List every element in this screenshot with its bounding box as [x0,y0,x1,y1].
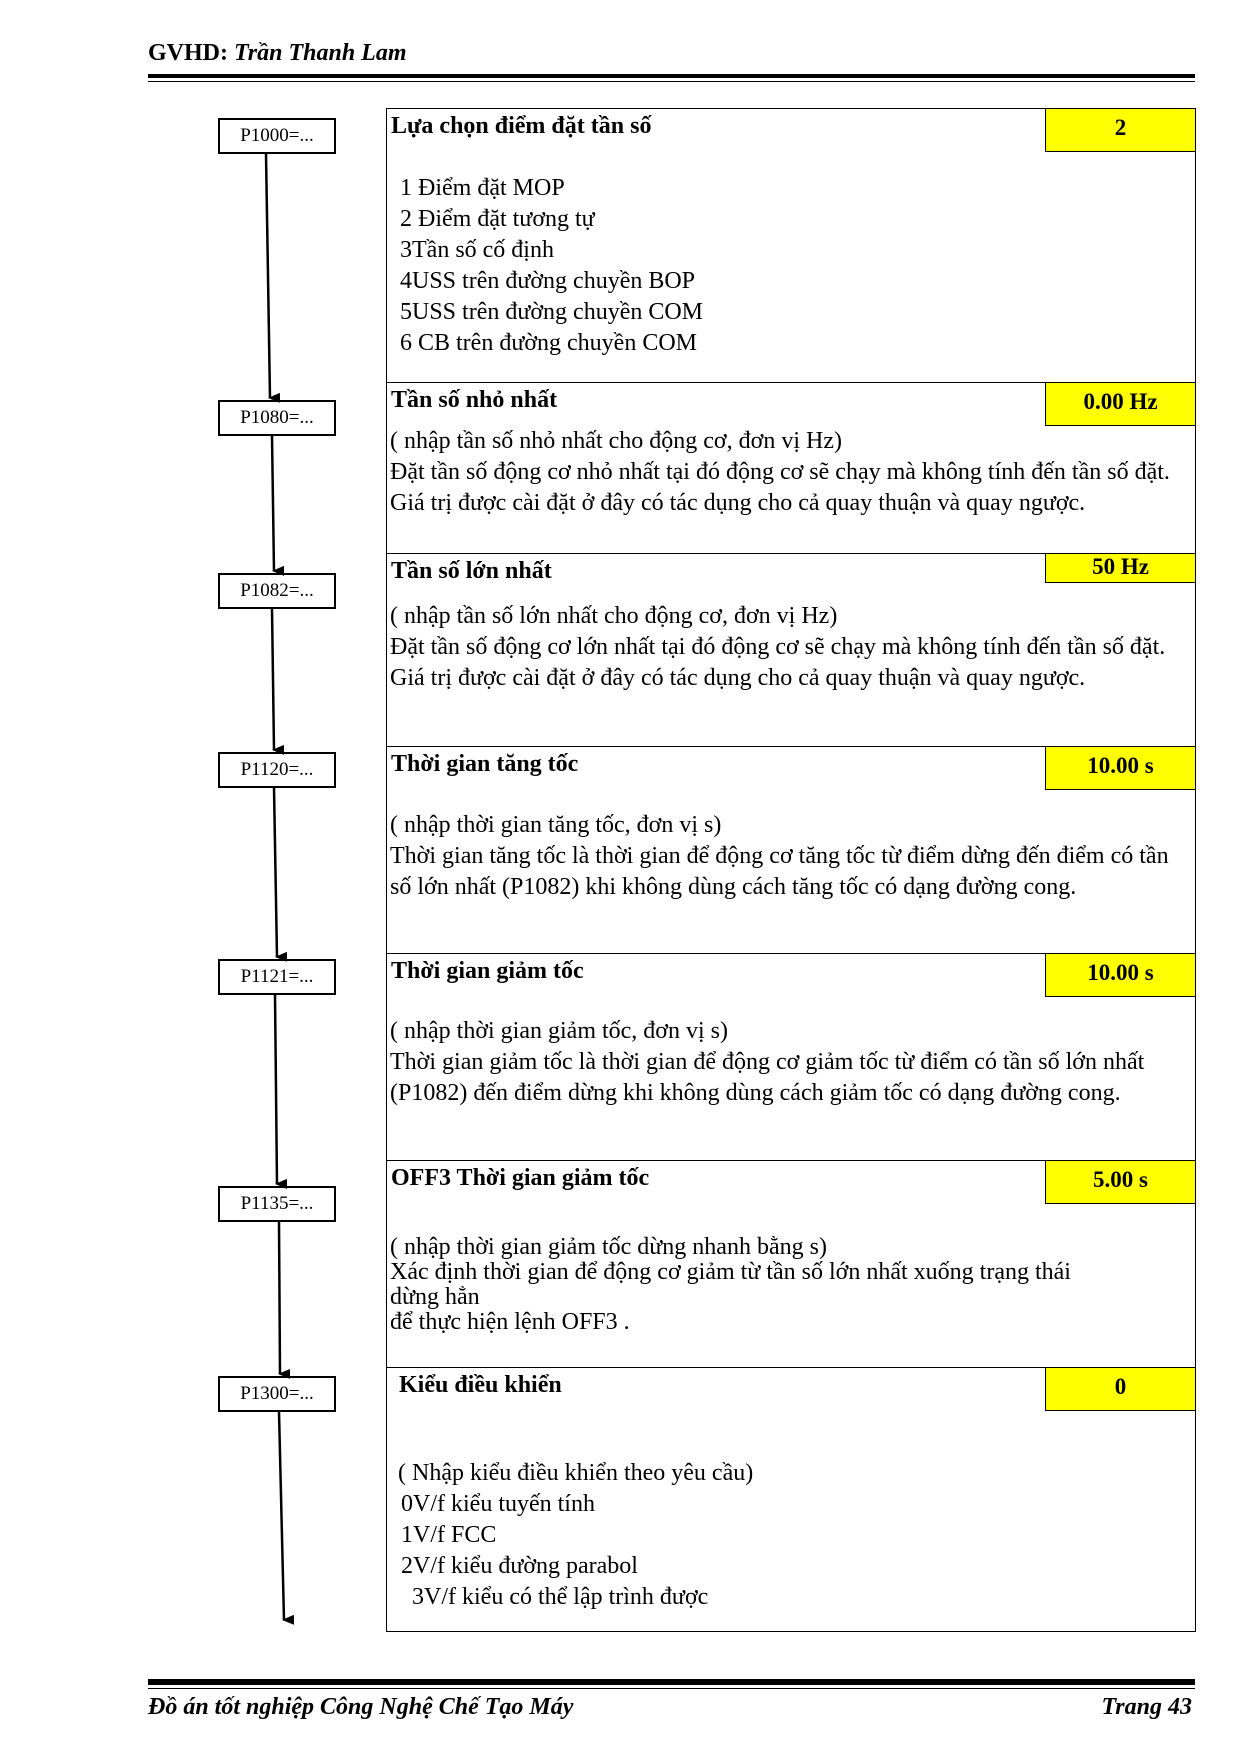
option-line: 0V/f kiểu tuyến tính [401,1491,595,1517]
arrow-p1121-p1135 [275,995,277,1184]
param-value: 2 [1045,109,1195,152]
footer-title: Đồ án tốt nghiệp Công Nghệ Chế Tạo Máy [148,1694,574,1720]
code-box-p1080: P1080=... [218,400,336,436]
param-options [400,173,1189,359]
header-supervisor-name: Trần Thanh Lam [234,40,407,66]
param-box-p1120 [386,746,1196,954]
option-line: 2V/f kiểu đường parabol [401,1553,638,1579]
param-title: Kiểu điều khiển [399,1372,562,1398]
page-number: Trang 43 [1101,1694,1192,1720]
param-description [390,810,1189,903]
param-note: ( nhập tần số nhỏ nhất cho động cơ, đơn vị Hz) [390,428,842,454]
param-title: Thời gian tăng tốc [391,751,579,777]
option-line: 3V/f kiểu có thể lập trình được [412,1584,709,1610]
param-title: Tần số lớn nhất [391,558,552,584]
param-desc-line: dừng hẳn [390,1284,480,1310]
param-value: 0 [1045,1368,1195,1411]
arrow-p1120-p1121 [274,788,277,957]
param-title: Lựa chọn điểm đặt tần số [391,113,652,139]
param-box-p1121 [386,953,1196,1161]
param-description [390,426,1189,519]
arrow-p1135-p1300 [279,1222,280,1374]
param-box-p1300 [386,1367,1196,1632]
param-value: 0.00 Hz [1045,383,1195,426]
param-value: 5.00 s [1045,1161,1195,1204]
option-line: 4USS trên đường chuyền BOP [400,268,696,294]
param-value: 10.00 s [1045,954,1195,997]
option-line: 1V/f FCC [401,1522,497,1548]
arrow-p1000-p1080 [266,154,270,398]
param-options [398,1458,1189,1613]
option-line: 6 CB trên đường chuyền COM [400,330,698,356]
code-box-p1300: P1300=... [218,1376,336,1412]
param-description [390,1235,1189,1335]
param-description [390,1016,1189,1109]
arrow-p1082-p1120 [272,609,274,750]
param-note: ( nhập thời gian giảm tốc, đơn vị s) [390,1018,728,1044]
param-box-p1000 [386,108,1196,383]
param-box-p1135 [386,1160,1196,1368]
option-line: 1 Điểm đặt MOP [400,175,565,201]
param-box-p1082 [386,553,1196,748]
param-desc: Đặt tần số động cơ nhỏ nhất tại đó động cơ sẽ chạy mà không tính đến tần số đặt. Giá trị được cài đặt ở đây có tác dụng cho cả quay thuận và quay ngược. [390,459,1170,516]
param-desc: Đặt tần số động cơ lớn nhất tại đó động cơ sẽ chạy mà không tính đến tần số đặt. Giá trị được cài đặt ở đây có tác dụng cho cả quay thuận và quay ngược. [390,634,1166,691]
footer-rule [148,1679,1195,1685]
code-box-p1120: P1120=... [218,752,336,788]
code-box-p1135: P1135=... [218,1186,336,1222]
param-title: Thời gian giảm tốc [391,958,584,984]
param-value: 50 Hz [1045,554,1195,583]
option-line: 3Tần số cố định [400,237,554,263]
arrow-p1300-end [279,1412,284,1620]
param-note: ( Nhập kiểu điều khiển theo yêu cầu) [398,1460,754,1486]
param-value: 10.00 s [1045,747,1195,790]
param-title: Tần số nhỏ nhất [391,387,558,413]
param-title: OFF3 Thời gian giảm tốc [391,1165,650,1191]
footer-rule-thin [148,1688,1195,1689]
option-line: 2 Điểm đặt tương tự [400,206,595,232]
param-note: ( nhập thời gian tăng tốc, đơn vị s) [390,812,722,838]
param-note: ( nhập thời gian giảm tốc dừng nhanh bằng s) [390,1234,827,1260]
param-desc-line: Xác định thời gian để động cơ giảm từ tần số lớn nhất xuống trạng thái [390,1259,1071,1285]
param-note: ( nhập tần số lớn nhất cho động cơ, đơn vị Hz) [390,603,838,629]
code-box-p1082: P1082=... [218,573,336,609]
param-desc: Thời gian giảm tốc là thời gian để động cơ giảm tốc từ điểm có tần số lớn nhất (P1082) đến điểm dừng khi không dùng cách giảm tốc có dạng đường cong. [390,1049,1145,1106]
param-desc-line: để thực hiện lệnh OFF3 . [390,1309,630,1335]
arrow-p1080-p1082 [272,436,274,571]
code-box-p1000: P1000=... [218,118,336,154]
param-box-p1080 [386,382,1196,554]
option-line: 5USS trên đường chuyền COM [400,299,704,325]
code-box-p1121: P1121=... [218,959,336,995]
param-description [390,601,1189,694]
header-label: GVHD: [148,40,228,66]
param-desc: Thời gian tăng tốc là thời gian để động cơ tăng tốc từ điểm dừng đến điểm có tần số lớn nhất (P1082) khi không dùng cách tăng tốc có dạng đường cong. [390,843,1169,900]
